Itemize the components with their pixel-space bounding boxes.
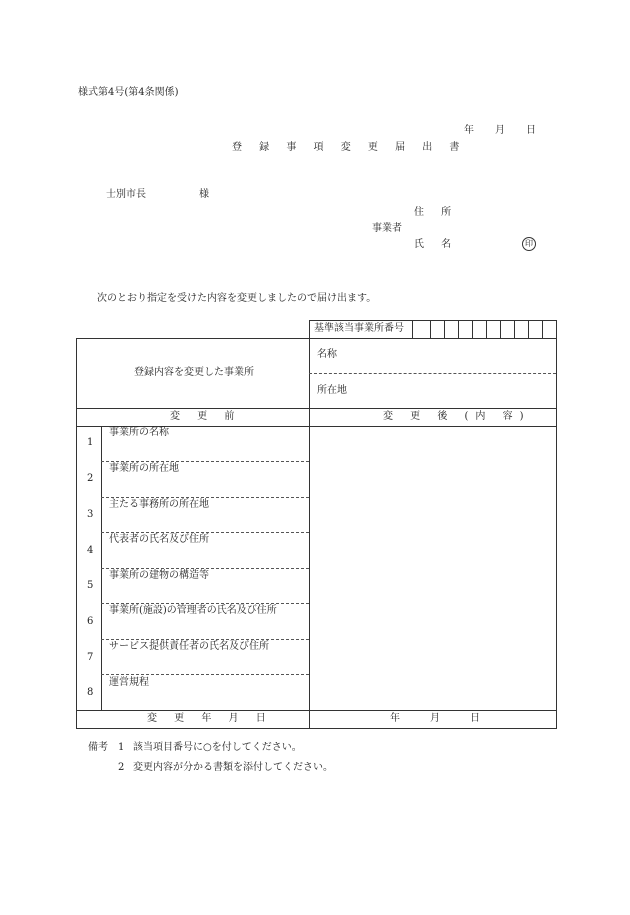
item-label: 運営規程	[109, 677, 149, 688]
item-label: 事業所の建物の構造等	[109, 570, 209, 581]
item-number: 1	[87, 437, 94, 448]
applicant-business-label: 事業者	[372, 223, 402, 234]
applicant-name-label: 氏 名	[414, 239, 459, 250]
form-number: 様式第4号(第4条関係)	[78, 87, 179, 98]
item-label: 事業所(施設)の管理者の氏名及び住所	[109, 605, 277, 616]
date-month-label: 月	[495, 125, 505, 136]
item-number: 4	[87, 545, 94, 556]
item-label: サービス提供責任者の氏名及び住所	[109, 641, 269, 652]
addressee-honorific: 様	[199, 189, 209, 200]
note-number: 1	[118, 742, 125, 753]
date-year-label: 年	[464, 125, 474, 136]
before-header: 変 更 前	[170, 411, 242, 422]
note-number: 2	[118, 762, 125, 773]
item-number: 2	[87, 473, 94, 484]
item-label: 事業所の名称	[109, 427, 169, 438]
change-date-label: 変 更 年 月 日	[147, 713, 273, 724]
change-date-month: 月	[430, 713, 440, 724]
item-number: 3	[87, 509, 94, 520]
applicant-address-label: 住 所	[414, 207, 459, 218]
change-date-year: 年	[390, 713, 400, 724]
item-number: 5	[87, 580, 94, 591]
seal-mark: 印	[522, 237, 536, 251]
note-text: 変更内容が分かる書類を添付してください。	[133, 762, 333, 773]
item-number: 8	[87, 687, 94, 698]
addressee-name: 士別市長	[106, 189, 146, 200]
changed-office-label: 登録内容を変更した事業所	[134, 367, 254, 378]
item-number: 6	[87, 616, 94, 627]
date-day-label: 日	[526, 125, 536, 136]
note-text: 該当項目番号に○を付してください。	[133, 742, 302, 753]
item-number: 7	[87, 652, 94, 663]
notes-heading: 備考	[88, 742, 108, 753]
item-label: 事業所の所在地	[109, 463, 179, 474]
change-date-day: 日	[470, 713, 480, 724]
office-location-label: 所在地	[317, 385, 347, 396]
after-header: 変 更 後 (内 容)	[383, 411, 531, 422]
item-label: 主たる事務所の所在地	[109, 499, 209, 510]
office-code-label: 基準該当事業所番号	[314, 323, 404, 334]
document-title: 登 録 事 項 変 更 届 出 書	[232, 142, 467, 153]
item-label: 代表者の氏名及び住所	[109, 534, 209, 545]
office-name-label: 名称	[317, 349, 337, 360]
intro-text: 次のとおり指定を受けた内容を変更しましたので届け出ます。	[97, 293, 377, 304]
